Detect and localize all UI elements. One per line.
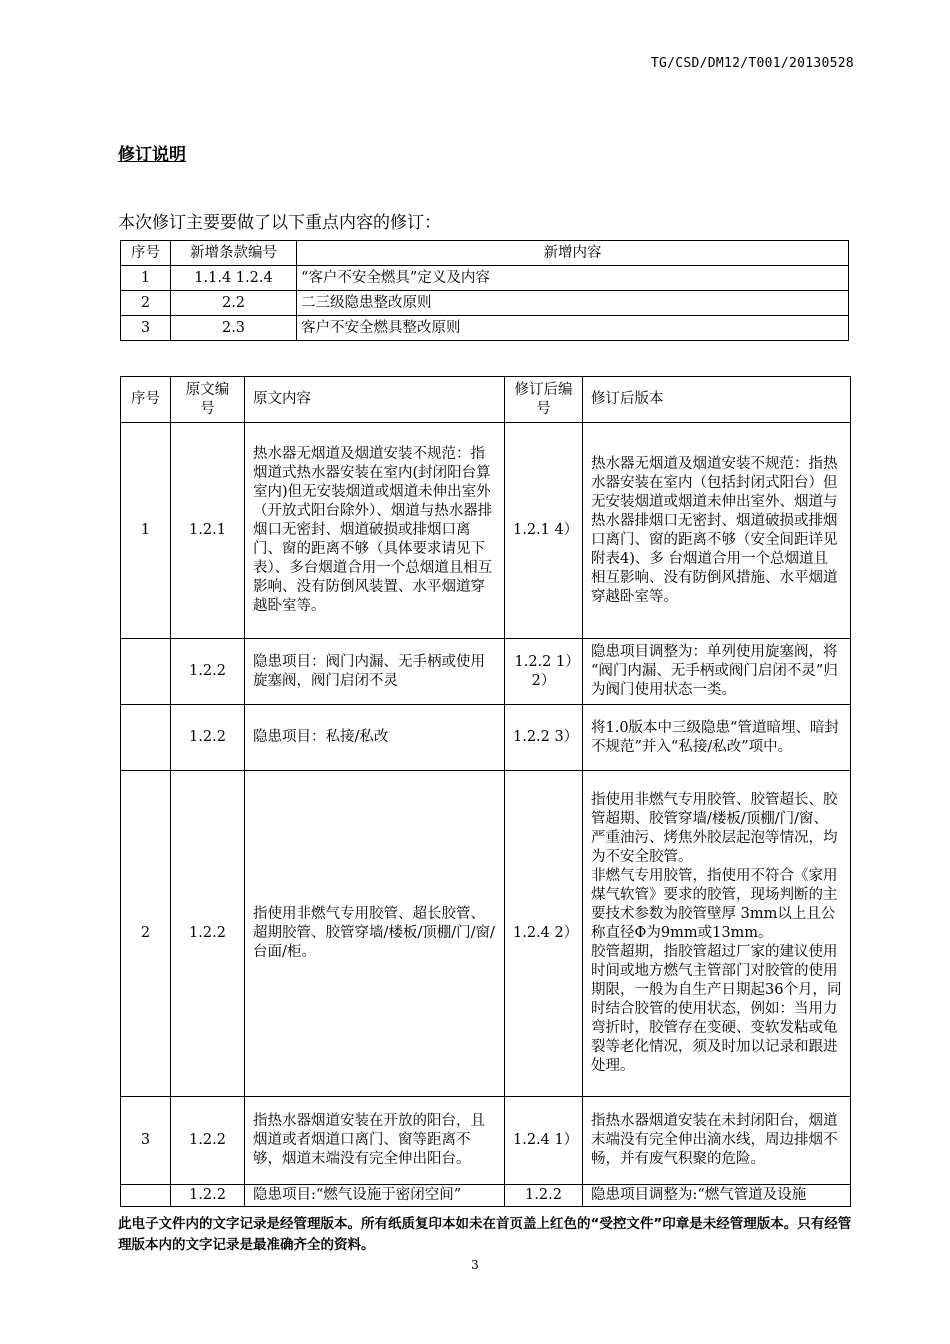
header-cell: 序号 [121, 377, 171, 423]
header-cell: 新增条款编号 [171, 241, 297, 266]
table-cell: 隐患项目：私接/私改 [245, 705, 505, 771]
document-id: TG/CSD/DM12/T001/20130528 [650, 56, 854, 71]
table-row [121, 771, 851, 1097]
table-cell: 1.2.2 [171, 1097, 245, 1185]
table-cell: 1.2.2 [171, 771, 245, 1097]
intro-text: 本次修订主要要做了以下重点内容的修订： [118, 213, 441, 233]
table-cell: 3 [121, 1097, 171, 1185]
table-cell: 二三级隐患整改原则 [297, 291, 849, 316]
header-cell: 修订后版本 [583, 377, 851, 423]
table-row [121, 705, 851, 771]
table-cell: 2.2 [171, 291, 297, 316]
table-cell: 1.2.2 [171, 705, 245, 771]
table-cell: 1 [121, 266, 171, 291]
header-cell: 修订后编号 [505, 377, 583, 423]
table-cell: 将1.0版本中三级隐患“管道暗埋、暗封不规范”并入“私接/私改”项中。 [583, 705, 851, 771]
document-control-notice: 此电子文件内的文字记录是经管理版本。所有纸质复印本如未在首页盖上红色的“受控文件”印章是未经管理版本。只有经管理版本内的文字记录是最准确齐全的资料。 [118, 1216, 852, 1253]
table-cell [121, 1185, 171, 1207]
table-cell: 指使用非燃气专用胶管、超长胶管、超期胶管、胶管穿墙/楼板/顶棚/门/窗/台面/柜。 [245, 771, 505, 1097]
table-cell: 1.2.4 1） [505, 1097, 583, 1185]
table-cell: 指热水器烟道安装在开放的阳台，且烟道或者烟道口离门、窗等距离不够，烟道末端没有完全伸出阳台。 [245, 1097, 505, 1185]
table-cell: 2.3 [171, 316, 297, 341]
table-cell: 1.2.1 4） [505, 423, 583, 639]
table-cell: 热水器无烟道及烟道安装不规范：指热水器安装在室内（包括封闭式阳台）但无安装烟道或烟道未伸出室外、烟道与热水器排烟口无密封、烟道破损或排烟口离门、窗的距离不够（安全间距详见附表4)、多 台烟道合用一个总烟道且相互影响、没有防倒风措施、水平烟道穿越卧室等。 [583, 423, 851, 639]
table-cell: 隐患项目调整为：单列使用旋塞阀，将 “阀门内漏、无手柄或阀门启闭不灵”归为阀门使用状态一类。 [583, 639, 851, 705]
table-cell: 2 [121, 771, 171, 1097]
table-cell: 隐患项目调整为:“燃气管道及设施 [583, 1185, 851, 1207]
table-cell: 客户不安全燃具整改原则 [297, 316, 849, 341]
header-cell: 序号 [121, 241, 171, 266]
table-cell [121, 705, 171, 771]
table-cell [121, 639, 171, 705]
table-cell: 2 [121, 291, 171, 316]
table-row [121, 423, 851, 639]
table-cell: 指热水器烟道安装在未封闭阳台，烟道末端没有完全伸出滴水线，周边排烟不畅，并有废气积聚的危险。 [583, 1097, 851, 1185]
table-cell: 热水器无烟道及烟道安装不规范：指烟道式热水器安装在室内(封闭阳台算室内)但无安装烟道或烟道未伸出室外（开放式阳台除外）、烟道与热水器排烟口无密封、烟道破损或排烟口离门、窗的距离不够（具体要求请见下表）、多台烟道合用一个总烟道且相互影响、没有防倒风装置、水平烟道穿越卧室等。 [245, 423, 505, 639]
table-cell: 1.1.4 1.2.4 [171, 266, 297, 291]
header-cell: 原文编号 [171, 377, 245, 423]
table-row [121, 1185, 851, 1207]
table-cell: 1.2.2 [171, 1185, 245, 1207]
table-header-row [121, 377, 851, 423]
table-header-row [121, 241, 849, 266]
table-cell: “客户不安全燃具”定义及内容 [297, 266, 849, 291]
table-row [121, 266, 849, 291]
table-row [121, 639, 851, 705]
table-cell: 隐患项目：阀门内漏、无手柄或使用旋塞阀，阀门启闭不灵 [245, 639, 505, 705]
table-cell: 1.2.2 [171, 639, 245, 705]
table-cell: 1.2.2 [505, 1185, 583, 1207]
table-cell: 指使用非燃气专用胶管、胶管超长、胶管超期、胶管穿墙/楼板/顶棚/门/窗、严重油污、烤焦外胶层起泡等情况，均为不安全胶管。 非燃气专用胶管，指使用不符合《家用煤气软管》要求的胶管，现场判断的主要技术参数为胶管壁厚 3mm以上且公称直径Φ为9mm或13mm。 胶管超期，指胶管超过厂家的建议使用时间或地方燃气主管部门对胶管的使用期限，一般为自生产日期起36个月，同时结合胶管的使用状态，例如：当用力弯折时，胶管存在变硬、变软发粘或龟裂等老化情况，须及时加以记录和跟进处理。 [583, 771, 851, 1097]
table-cell: 1 [121, 423, 171, 639]
table-cell: 1.2.2 1）2） [505, 639, 583, 705]
header-cell: 新增内容 [297, 241, 849, 266]
header-cell: 原文内容 [245, 377, 505, 423]
page-number: 3 [471, 1258, 479, 1272]
table-row [121, 316, 849, 341]
new-clauses-table [120, 240, 849, 341]
page-title: 修订说明 [118, 145, 186, 165]
table-cell: 1.2.4 2） [505, 771, 583, 1097]
table-row [121, 1097, 851, 1185]
table-cell: 1.2.2 3） [505, 705, 583, 771]
table-cell: 3 [121, 316, 171, 341]
table-cell: 1.2.1 [171, 423, 245, 639]
table-cell: 隐患项目:“燃气设施于密闭空间” [245, 1185, 505, 1207]
table-row [121, 291, 849, 316]
revision-table [120, 376, 851, 1207]
